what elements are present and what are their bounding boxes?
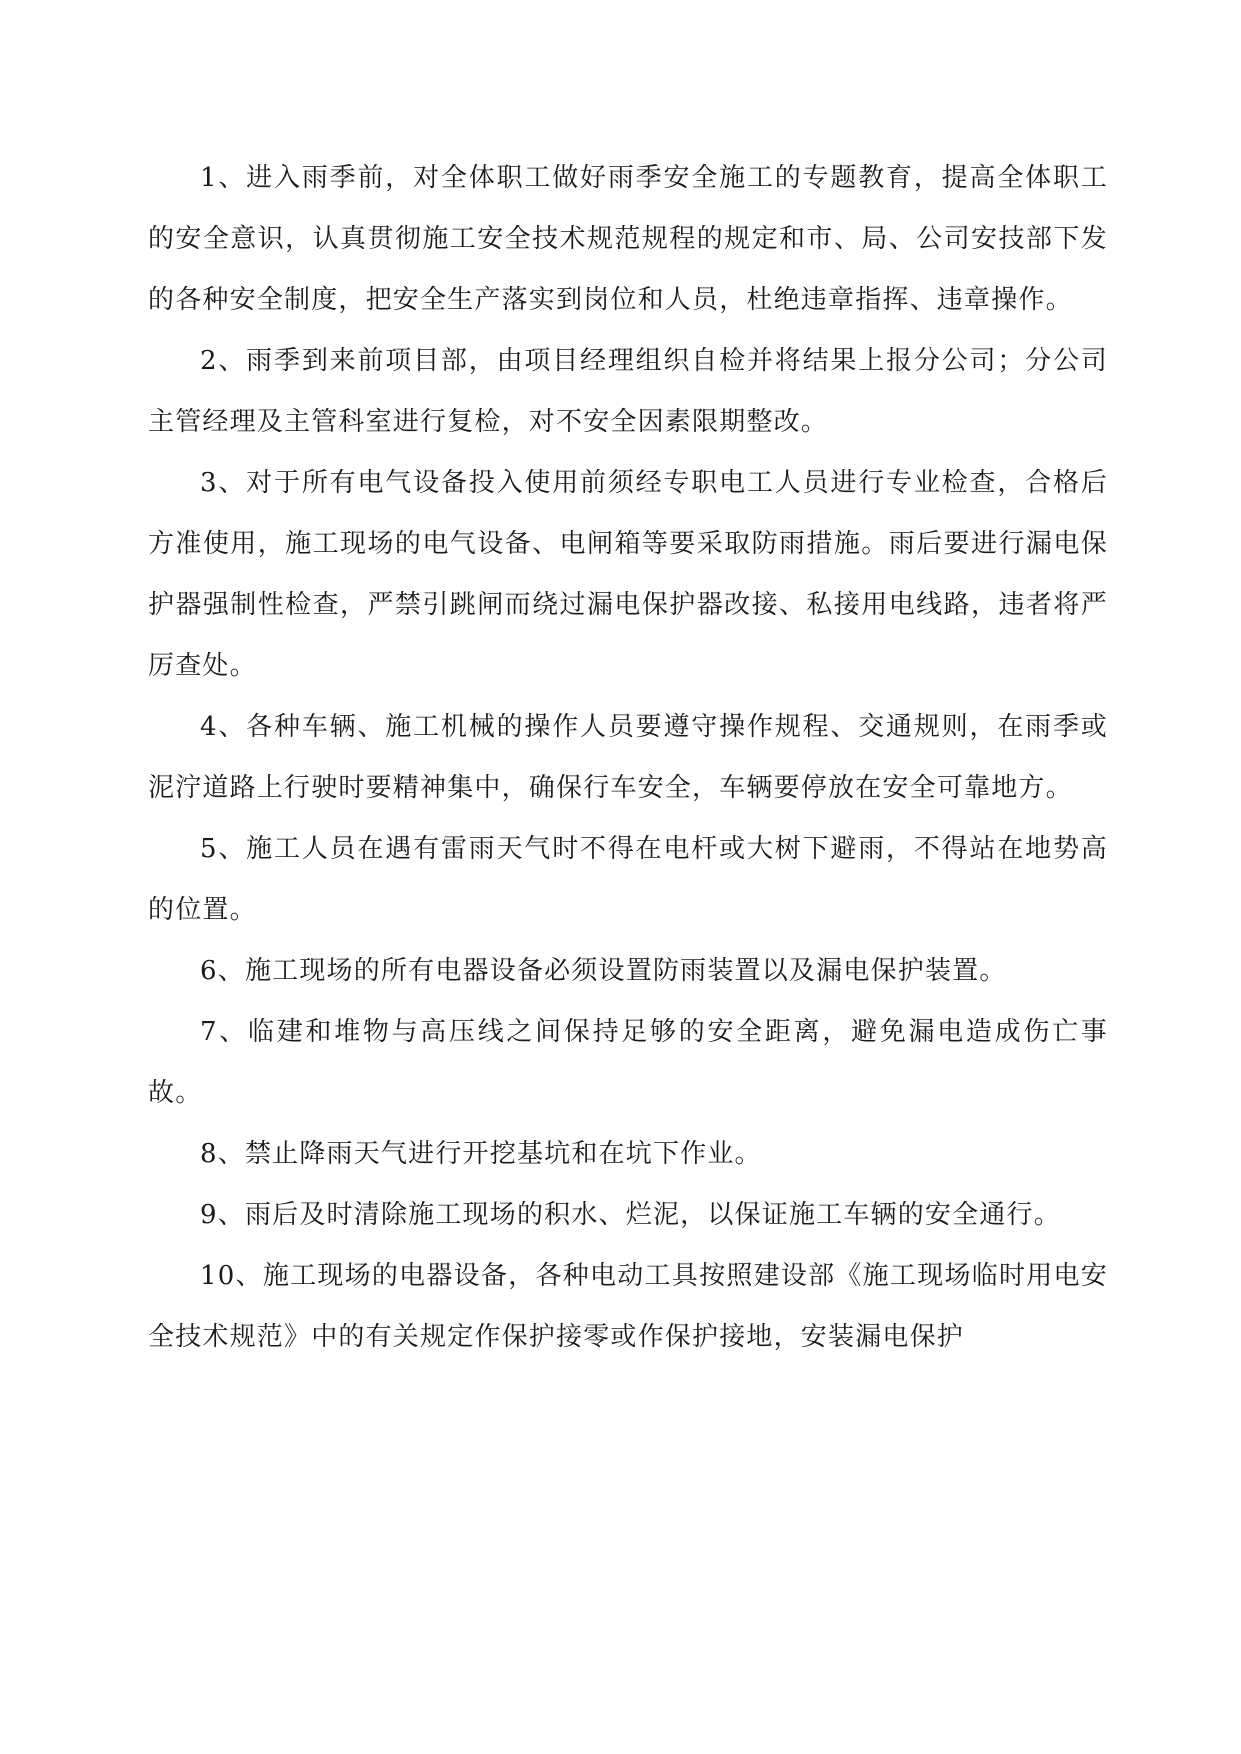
paragraph-9: 9、雨后及时清除施工现场的积水、烂泥，以保证施工车辆的安全通行。 — [200, 1200, 1061, 1230]
paragraph-8: 8、禁止降雨天气进行开挖基坑和在坑下作业。 — [200, 1139, 762, 1169]
paragraph-1: 1、进入雨季前，对全体职工做好雨季安全施工的专题教育，提高全体职工的安全意识，认真贯彻施工安全技术规范规程的规定和市、局、公司安技部下发的各种安全制度，把安全生产落实到岗位和人员，杜绝违章指挥、违章操作。 — [148, 163, 1108, 315]
paragraph-2: 2、雨季到来前项目部，由项目经理组织自检并将结果上报分公司；分公司主管经理及主管科室进行复检，对不安全因素限期整改。 — [148, 346, 1108, 437]
paragraph-7: 7、临建和堆物与高压线之间保持足够的安全距离，避免漏电造成伤亡事故。 — [148, 1017, 1108, 1108]
paragraph-5: 5、施工人员在遇有雷雨天气时不得在电杆或大树下避雨，不得站在地势高的位置。 — [148, 834, 1108, 925]
paragraph-3: 3、对于所有电气设备投入使用前须经专职电工人员进行专业检查，合格后方准使用，施工现场的电气设备、电闸箱等要采取防雨措施。雨后要进行漏电保护器强制性检查，严禁引跳闸而绕过漏电保护器改接、私接用电线路，违者将严厉查处。 — [148, 468, 1108, 681]
document-body — [148, 148, 1108, 1368]
paragraph-4: 4、各种车辆、施工机械的操作人员要遵守操作规程、交通规则，在雨季或泥泞道路上行驶时要精神集中，确保行车安全，车辆要停放在安全可靠地方。 — [148, 712, 1108, 803]
paragraph-6: 6、施工现场的所有电器设备必须设置防雨装置以及漏电保护装置。 — [200, 956, 1007, 986]
paragraph-10: 10、施工现场的电器设备，各种电动工具按照建设部《施工现场临时用电安全技术规范》中的有关规定作保护接零或作保护接地，安装漏电保护 — [148, 1261, 1108, 1352]
